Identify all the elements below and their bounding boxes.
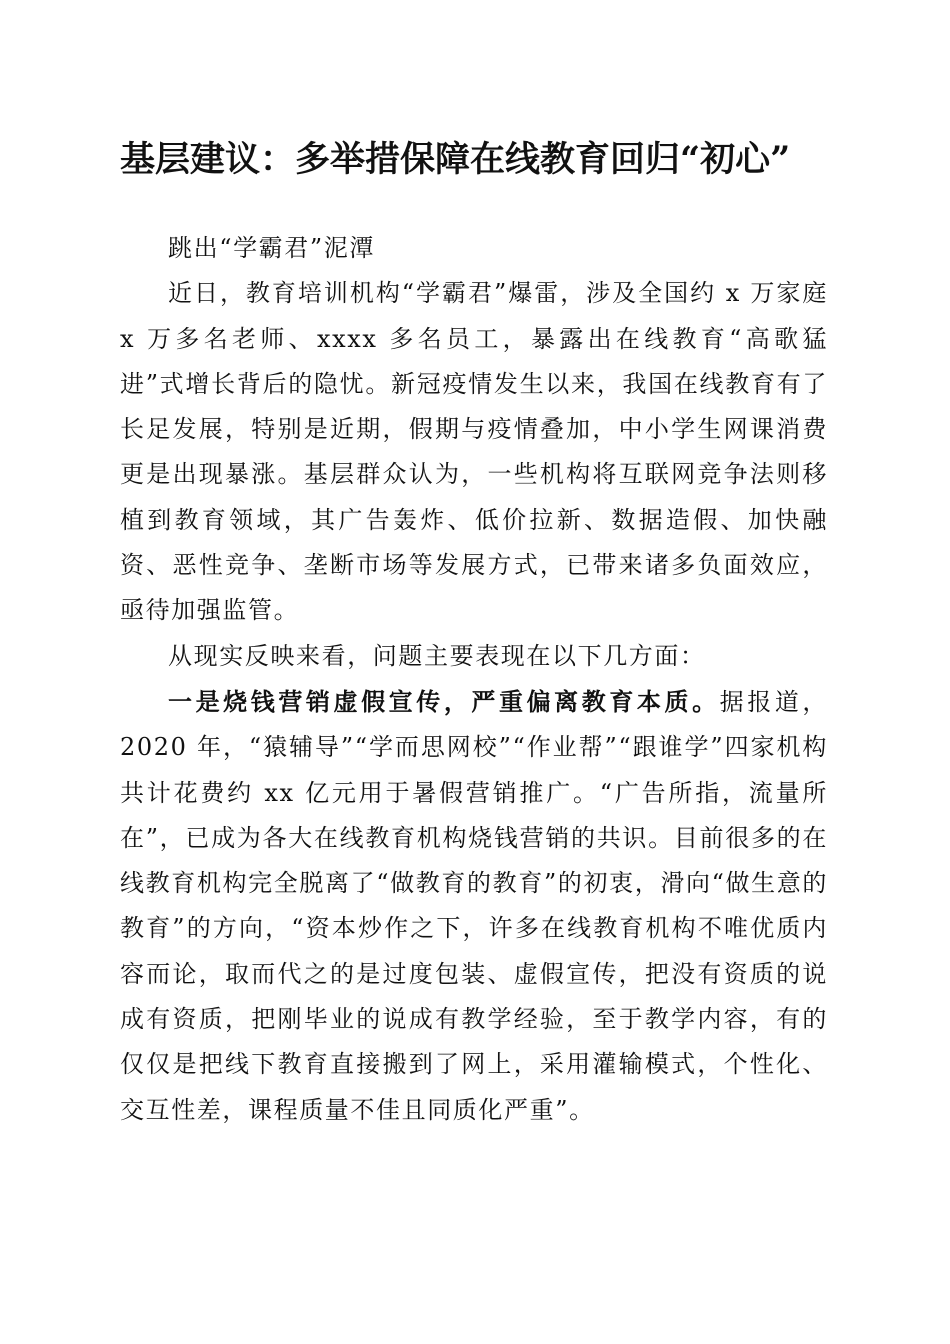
paragraph-summary: 从现实反映来看，问题主要表现在以下几方面： [168, 641, 706, 670]
document-title: 基层建议：多举措保障在线教育回归“初心” [120, 139, 791, 180]
document-body [120, 226, 828, 1133]
paragraph-point-1 [120, 679, 828, 1133]
point-1-body: 据报道，2020 年，“猿辅导”“学而思网校”“作业帮”“跟谁学”四家机构共计花费约 xx 亿元用于暑假营销推广。“广告所指，流量所在”，已成为各大在线教育机构烧钱营销的共识。目前很多的在线教育机构完全脱离了“做教育的教育”的初衷，滑向“做生意的教育”的方向，“资本炒作之下，许多在线教育机构不唯优质内容而论，取而代之的是过度包装、虚假宣传，把没有资质的说成有资质，把刚毕业的说成有教学经验，至于教学内容，有的仅仅是把线下教育直接搬到了网上，采用灌输模式，个性化、交互性差，课程质量不佳且同质化严重”。 [120, 687, 829, 1124]
subheading: 跳出“学霸君”泥潭 [168, 234, 375, 262]
paragraph-intro: 近日，教育培训机构“学霸君”爆雷，涉及全国约 x 万家庭 x 万多名老师、xxxx 多名员工，暴露出在线教育“高歌猛进”式增长背后的隐忧。新冠疫情发生以来，我国在线教育有了长足发展，特别是近期，假期与疫情叠加，中小学生网课消费更是出现暴涨。基层群众认为，一些机构将互联网竞争法则移植到教育领域，其广告轰炸、低价拉新、数据造假、加快融资、恶性竞争、垄断市场等发展方式，已带来诸多负面效应，亟待加强监管。 [120, 279, 828, 625]
point-1-heading: 一是烧钱营销虚假宣传，严重偏离教育本质。 [168, 686, 720, 716]
